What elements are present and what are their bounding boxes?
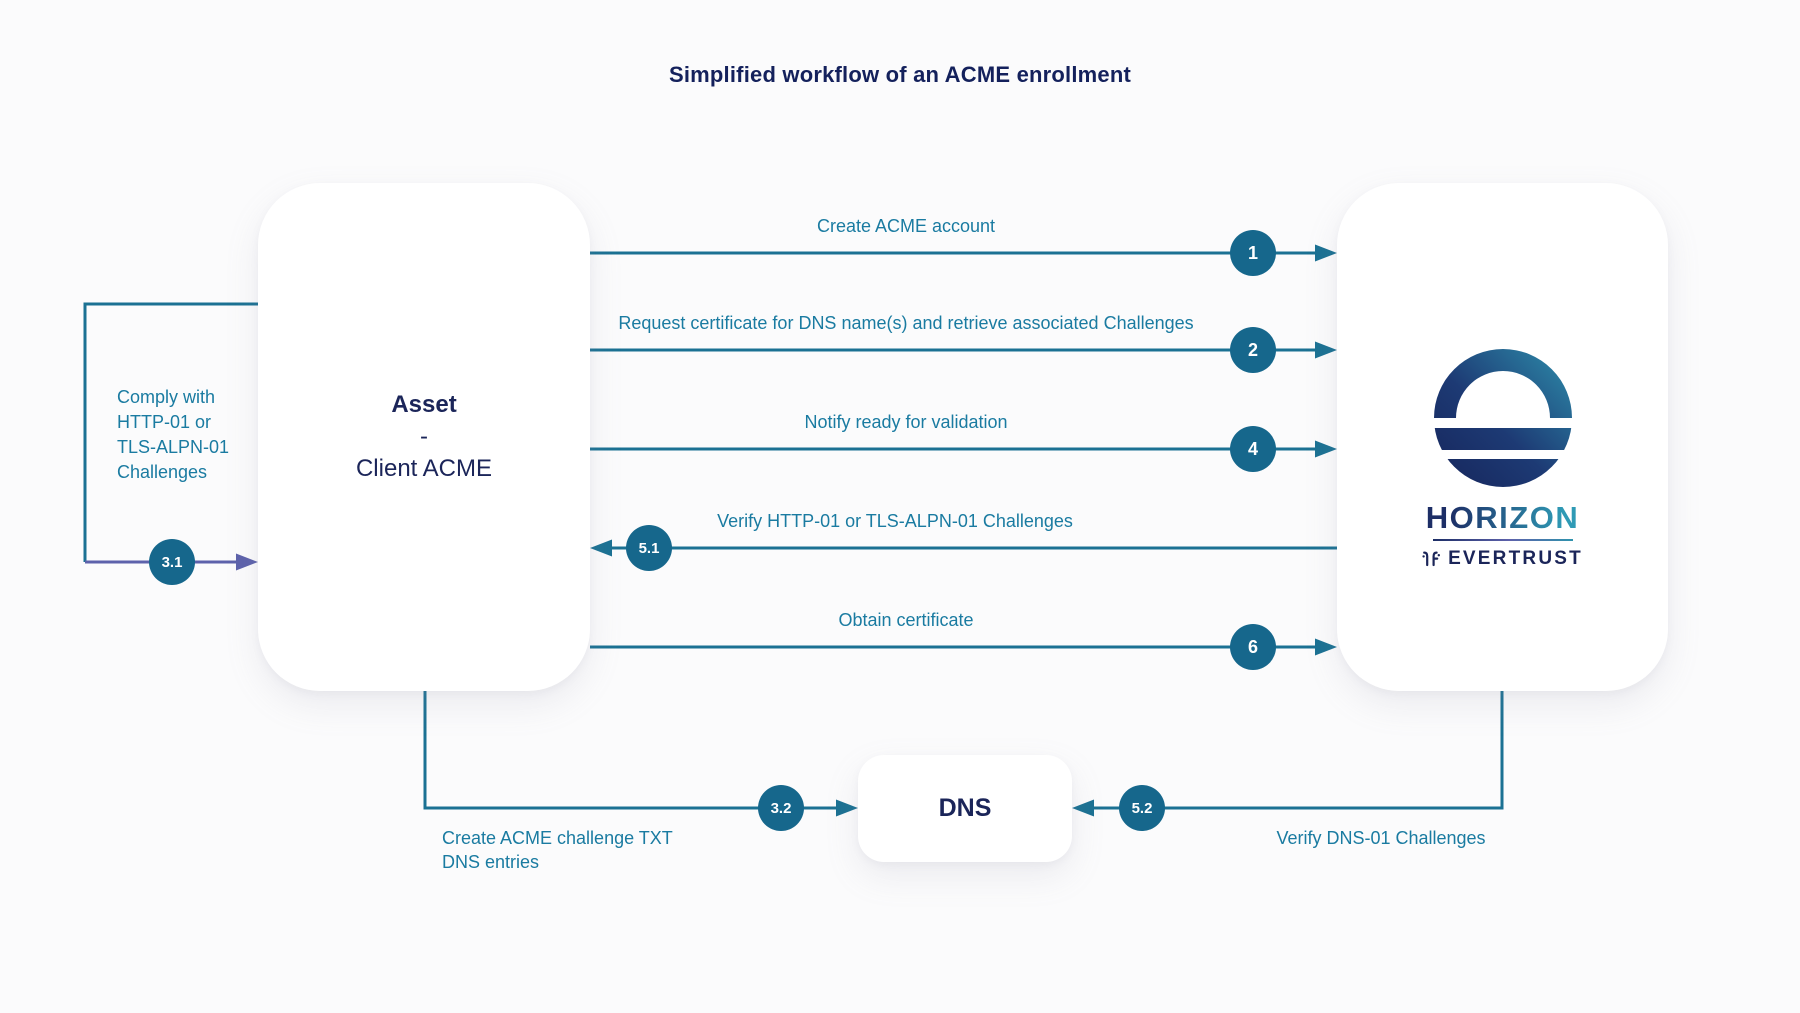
evertrust-brand-row bbox=[1422, 548, 1583, 570]
step-badge-5-1: 5.1 bbox=[626, 525, 672, 571]
edge-3-2-label-line2: DNS entries bbox=[442, 852, 540, 872]
step-badge-5-2: 5.2 bbox=[1119, 785, 1165, 831]
edge-4-label: Notify ready for validation bbox=[804, 412, 1008, 432]
horizon-logo bbox=[1337, 340, 1668, 570]
edge-2-label: Request certificate for DNS name(s) and retrieve associated Challenges bbox=[618, 313, 1194, 333]
dns-node-label: DNS bbox=[938, 794, 992, 822]
edge-2-arrowhead bbox=[1315, 342, 1337, 359]
edge-3-1-label-line2: HTTP-01 or bbox=[117, 412, 212, 432]
edge-4-arrowhead bbox=[1315, 441, 1337, 458]
asset-label-line1: Asset bbox=[391, 391, 457, 418]
evertrust-company-text: EVERTRUST bbox=[1448, 548, 1583, 569]
edge-3-2-label bbox=[442, 826, 673, 874]
edge-3-1-label-line3: TLS-ALPN-01 bbox=[117, 437, 230, 457]
edge-5-2-label: Verify DNS-01 Challenges bbox=[1276, 828, 1486, 848]
step-badge-3-2: 3.2 bbox=[758, 785, 804, 831]
asset-client-acme-node bbox=[258, 183, 590, 691]
edge-3-1-label bbox=[117, 385, 277, 485]
edge-3-1-arrowhead bbox=[236, 554, 258, 571]
edge-5-1-arrowhead bbox=[590, 540, 612, 557]
edge-1-label: Create ACME account bbox=[816, 216, 996, 236]
asset-label-line3: Client ACME bbox=[355, 455, 493, 482]
edge-3-2-arrowhead bbox=[836, 800, 858, 817]
edge-3-2-label-line1: Create ACME challenge TXT bbox=[442, 828, 673, 848]
edge-6-label: Obtain certificate bbox=[838, 610, 974, 630]
dns-node bbox=[858, 755, 1072, 862]
step-badge-3-1: 3.1 bbox=[149, 539, 195, 585]
edge-1-arrowhead bbox=[1315, 245, 1337, 262]
edge-6-arrowhead bbox=[1315, 639, 1337, 656]
step-badge-6: 6 bbox=[1230, 624, 1276, 670]
horizon-logo-icon bbox=[1433, 348, 1573, 488]
edge-3-1-label-line1: Comply with bbox=[117, 387, 216, 407]
step-badge-4: 4 bbox=[1230, 426, 1276, 472]
edge-5-1-label: Verify HTTP-01 or TLS-ALPN-01 Challenges bbox=[717, 511, 1073, 531]
edge-3-1-label-line4: Challenges bbox=[117, 462, 208, 482]
page-title: Simplified workflow of an ACME enrollment bbox=[668, 62, 1132, 87]
evertrust-mark-icon bbox=[1422, 549, 1441, 569]
edge-5-2-arrowhead bbox=[1072, 800, 1094, 817]
horizon-brand-underline bbox=[1433, 539, 1573, 541]
step-badge-2: 2 bbox=[1230, 327, 1276, 373]
asset-node-label bbox=[258, 183, 590, 691]
step-badge-1: 1 bbox=[1230, 230, 1276, 276]
asset-label-line2: - bbox=[420, 423, 428, 450]
horizon-brand-text: HORIZON bbox=[1425, 500, 1580, 535]
